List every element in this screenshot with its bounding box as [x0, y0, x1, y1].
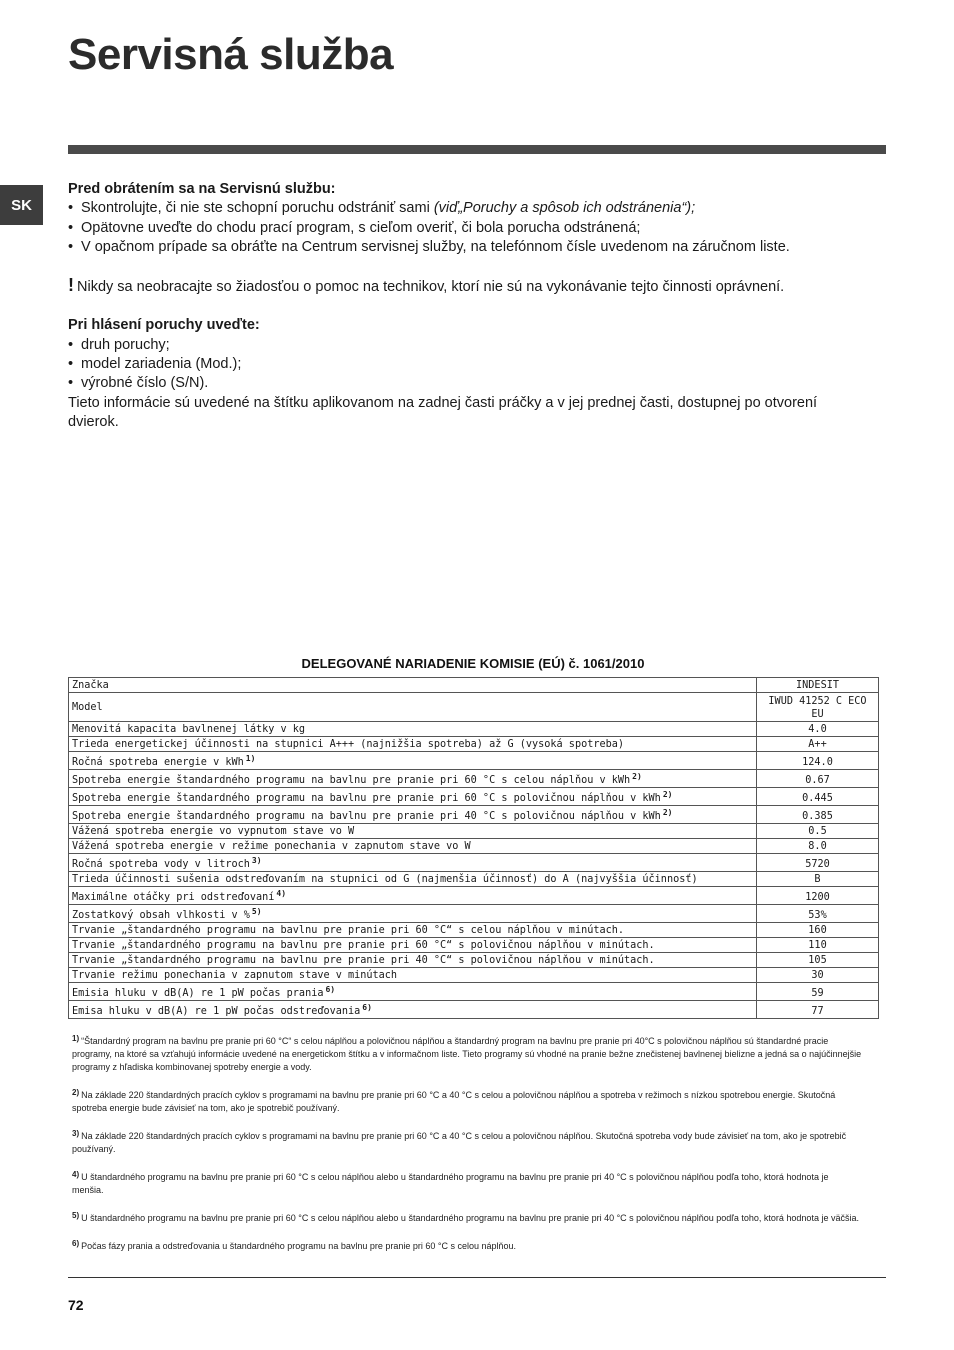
footnote-ref: 5) — [251, 907, 262, 916]
table-row — [69, 983, 879, 1001]
footnote-ref: 2) — [632, 772, 642, 781]
row-value: B — [757, 872, 879, 887]
table-row — [69, 953, 879, 968]
row-label: Emisia hluku v dB(A) re 1 pW počas prania $^{6)}$ — [69, 983, 757, 1001]
row-value: 8.0 — [757, 839, 879, 854]
row-value: 4.0 — [757, 722, 879, 737]
table-row — [69, 737, 879, 752]
row-label: Ročná spotreba energie v kWh $^{1)}$ — [69, 752, 757, 770]
intro-heading: Pred obrátením sa na Servisnú službu: — [68, 181, 336, 197]
footnote-ref: 6) — [325, 985, 336, 994]
footnote-ref: 2) — [662, 790, 673, 799]
intro-bullet-text: Opätovne uveďte do chodu prací program, s cieľom overiť, či bola porucha odstránená; — [81, 219, 641, 236]
footnote-ref: 1) — [245, 754, 256, 763]
row-label: Trvanie „štandardného programu na bavlnu pre pranie pri 40 °C“ s polovičnou náplňou v minútach. — [69, 953, 757, 968]
row-label: Vážená spotreba energie vo vypnutom stave vo W — [69, 824, 757, 839]
footnote-ref: 4) — [276, 889, 287, 898]
intro-bullet-list — [68, 199, 868, 257]
row-label: Model — [69, 693, 757, 722]
page-title: Servisná služba — [68, 30, 394, 79]
row-value: 124.0 — [757, 752, 879, 770]
intro-bullet-text: V opačnom prípade sa obráťte na Centrum servisnej služby, na telefónnom čísle uvedenom na záručnom liste. — [81, 238, 790, 255]
page-number: 72 — [68, 1297, 84, 1313]
table-row — [69, 887, 879, 905]
table-row — [69, 968, 879, 983]
table-row — [69, 872, 879, 887]
row-value: 30 — [757, 968, 879, 983]
table-row — [69, 722, 879, 737]
table-row — [69, 770, 879, 788]
table-row — [69, 839, 879, 854]
footnote: 4) U štandardného programu na bavlnu pre pranie pri 60 °C s celou náplňou alebo u štandardného programu na bavlnu pre pranie pri 40 °C s polovičnou náplňou podľa toho, ktorá hodnota je menšia. — [72, 1170, 829, 1195]
report-note: Tieto informácie sú uvedené na štítku aplikovanom na zadnej časti práčky a v jej prednej časti, dostupnej po otvorení dvierok. — [68, 394, 818, 430]
table-row — [69, 905, 879, 923]
row-value: 160 — [757, 923, 879, 938]
service-instructions — [68, 180, 868, 432]
row-value: 77 — [757, 1001, 879, 1019]
footnote: 3) Na základe 220 štandardných pracích cyklov s programami na bavlnu pre pranie pri 60 °C a 40 °C s celou a polovičnou náplňou. Skutočná spotreba vody bude závisieť na tom, ako je spotrebič používaný. — [72, 1129, 847, 1154]
row-value: 0.5 — [757, 824, 879, 839]
warning-icon: ! — [68, 275, 74, 296]
row-label: Značka — [69, 678, 757, 693]
table-row — [69, 693, 879, 722]
table-row — [69, 923, 879, 938]
row-value: 0.67 — [757, 770, 879, 788]
title-divider — [68, 145, 886, 154]
row-label: Spotreba energie štandardného programu na bavlnu pre pranie pri 60 °C s celou náplňou v kWh $^{2)}$ — [69, 770, 757, 788]
table-row — [69, 854, 879, 872]
footnote: 2) Na základe 220 štandardných pracích cyklov s programami na bavlnu pre pranie pri 60 °C a 40 °C s celou a polovičnou náplňou a spotreba v režimoch s nízkou spotrebou energie. Skutočná spotreba energie bude závisieť na tom, ako je spotrebič používaný. — [72, 1088, 836, 1113]
warning-note — [68, 276, 868, 297]
row-value: 105 — [757, 953, 879, 968]
row-label: Spotreba energie štandardného programu na bavlnu pre pranie pri 60 °C s polovičnou náplňou v kWh $^{2)}$ — [69, 788, 757, 806]
report-list — [68, 336, 868, 394]
report-item: • druh poruchy; — [68, 336, 868, 355]
row-label: Spotreba energie štandardného programu na bavlnu pre pranie pri 40 °C s polovičnou náplňou v kWh $^{2)}$ — [69, 806, 757, 824]
row-label: Maximálne otáčky pri odstreďovaní $^{4)}$ — [69, 887, 757, 905]
footnote-ref: 2) — [662, 808, 673, 817]
row-value: 0.385 — [757, 806, 879, 824]
intro-bullet — [68, 219, 868, 238]
row-value: 59 — [757, 983, 879, 1001]
row-label: Trieda energetickej účinnosti na stupnici A+++ (najnižšia spotreba) až G (vysoká spotreba) — [69, 737, 757, 752]
table-row — [69, 678, 879, 693]
intro-bullet — [68, 238, 868, 257]
footnotes — [72, 1032, 862, 1253]
row-label: Zostatkový obsah vlhkosti v % $^{5)}$ — [69, 905, 757, 923]
row-value: 110 — [757, 938, 879, 953]
warning-text: Nikdy sa neobracajte so žiadosťou o pomoc na technikov, ktorí nie sú na vykonávanie tejto činnosti oprávnení. — [77, 279, 785, 296]
row-label: Vážená spotreba energie v režime ponechania v zapnutom stave vo W — [69, 839, 757, 854]
intro-bullet-text: Skontrolujte, či nie ste schopní poruchu odstrániť sami — [81, 200, 434, 217]
row-value: 1200 — [757, 887, 879, 905]
row-label: Ročná spotreba vody v litroch $^{3)}$ — [69, 854, 757, 872]
footnote: 1) “Štandardný program na bavlnu pre pranie pri 60 °C“ s celou náplňou a polovičnou náplňou a štandardný program na bavlnu pre pranie pri 40°C s polovičnou náplňou sú štandardné pracie programy, na ktoré sa vzťahujú informácie uvedené na energetickom štítku a v informačnom liste. Tieto programy sú vhodné na pranie bežne znečistenej bavlnenej bielizne a jedná sa o najúčinnejšie programy z hľadiska kombinovanej spotreby energie a vody. — [72, 1034, 862, 1072]
footnote-ref: 3) — [251, 856, 262, 865]
row-value: 0.445 — [757, 788, 879, 806]
row-value: INDESIT — [757, 678, 879, 693]
table-row — [69, 938, 879, 953]
table-row — [69, 1001, 879, 1019]
table-row — [69, 752, 879, 770]
row-value: 5720 — [757, 854, 879, 872]
table-row — [69, 824, 879, 839]
footer-divider — [68, 1277, 886, 1278]
report-item: • model zariadenia (Mod.); — [68, 355, 868, 374]
footnote: 6) Počas fázy prania a odstreďovania u štandardného programu na bavlnu pre pranie pri 60 °C s celou náplňou. — [72, 1239, 517, 1251]
row-label: Menovitá kapacita bavlnenej látky v kg — [69, 722, 757, 737]
table-row — [69, 806, 879, 824]
footnote-ref: 6) — [362, 1003, 372, 1012]
table-row — [69, 788, 879, 806]
product-data-table — [68, 677, 879, 1019]
intro-bullet-reference: (viď„Poruchy a spôsob ich odstránenia“); — [433, 200, 696, 217]
language-tab: SK — [0, 185, 43, 225]
row-label: Trvanie „štandardného programu na bavlnu pre pranie pri 60 °C“ s polovičnou náplňou v minútach. — [69, 938, 757, 953]
row-label: Emisa hluku v dB(A) re 1 pW počas odstreďovania $^{6)}$ — [69, 1001, 757, 1019]
intro-bullet — [68, 199, 868, 218]
report-heading: Pri hlásení poruchy uveďte: — [68, 317, 260, 334]
regulation-title: DELEGOVANÉ NARIADENIE KOMISIE (EÚ) č. 1061/2010 — [301, 656, 645, 671]
row-value: A++ — [757, 737, 879, 752]
row-label: Trvanie „štandardného programu na bavlnu pre pranie pri 60 °C“ s celou náplňou v minútach. — [69, 923, 757, 938]
row-label: Trvanie režimu ponechania v zapnutom stave v minútach — [69, 968, 757, 983]
row-label: Trieda účinnosti sušenia odstreďovaním na stupnici od G (najmenšia účinnosť) do A (najvyššia účinnosť) — [69, 872, 757, 887]
report-item: • výrobné číslo (S/N). — [68, 374, 868, 393]
row-value: 53% — [757, 905, 879, 923]
row-value: IWUD 41252 C ECO EU — [757, 693, 879, 722]
footnote: 5) U štandardného programu na bavlnu pre pranie pri 60 °C s celou náplňou alebo u štandardného programu na bavlnu pre pranie pri 40 °C s polovičnou náplňou podľa toho, ktorá hodnota je väčšia. — [72, 1211, 859, 1223]
